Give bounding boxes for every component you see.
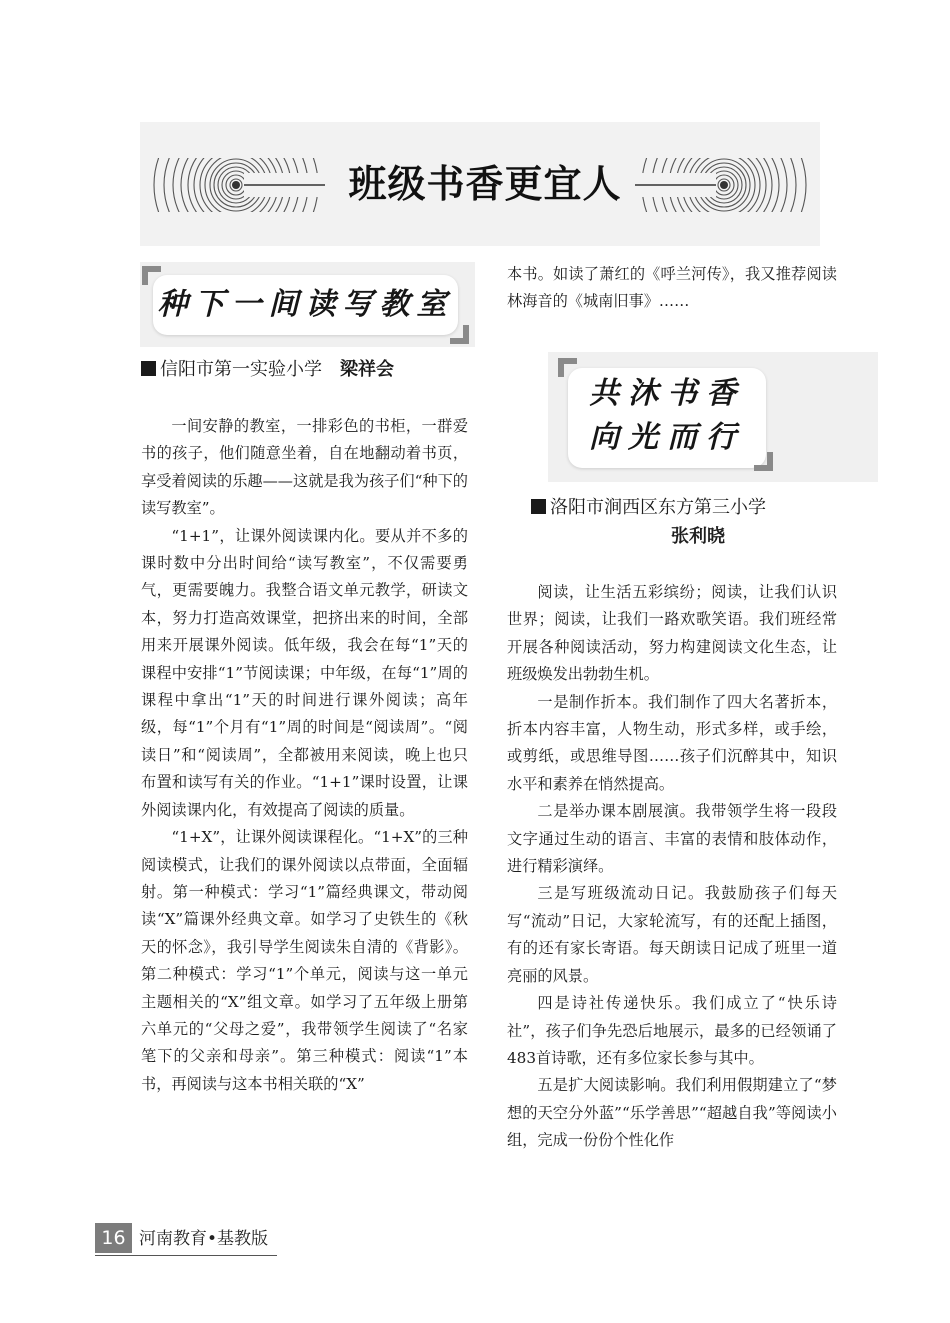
section1-school: 信阳市第一实验小学 <box>160 359 322 380</box>
page-banner <box>140 122 820 246</box>
paragraph: “1+X”，让课外阅读课程化。“1+X”的三种阅读模式，让我们的课外阅读以点带面，全面辐射。第一种模式：学习“1”篇经典课文，带动阅读“X”篇课外经典文章。如学习了史铁生的《秋天的怀念》，我引导学生阅读朱自清的《背影》。第二种模式：学习“1”个单元，阅读与这一单元主题相关的“X”组文章。如学习了五年级上册第六单元的“父母之爱”，我带领学生阅读了“名家笔下的父亲和母亲”。第三种模式：阅读“1”本书，再阅读与这本书相关联的“X” <box>141 828 468 1093</box>
section1-body <box>141 413 468 1098</box>
section2-author: 张利晓 <box>671 526 725 547</box>
paragraph: “1+1”，让课外阅读课内化。要从并不多的课时数中分出时间给“读写教室”，不仅需要勇气，更需要魄力。我整合语文单元教学，研读文本，努力打造高效课堂，把挤出来的时间，全部用来开展课外阅读。低年级，我会在每“1”天的课程中安排“1”节阅读课；中年级，在每“1”周的课程中拿出“1”天的时间进行课外阅读；高年级，每“1”个月有“1”周的时间是“阅读周”。“阅读日”和“阅读周”，全都被用来阅读，晚上也只布置和读写有关的作业。“1+1”课时设置，让课外阅读课内化，有效提高了阅读的质量。 <box>141 526 468 819</box>
page-footer <box>95 1223 277 1256</box>
paragraph: 阅读，让生活五彩缤纷；阅读，让我们认识世界；阅读，让我们一路欢歌笑语。我们班经常开展各种阅读活动，努力构建阅读文化生态，让班级焕发出勃勃生机。 <box>507 583 837 684</box>
paragraph: 二是举办课本剧展演。我带领学生将一段段文字通过生动的语言、丰富的表情和肢体动作，进行精彩演绎。 <box>507 802 837 876</box>
paragraph: 一间安静的教室，一排彩色的书柜，一群爱书的孩子，他们随意坐着，自在地翻动着书页，享受着阅读的乐趣——这就是我为孩子们“种下的读写教室”。 <box>141 417 468 518</box>
section2-body <box>507 579 837 1155</box>
section2-school: 洛阳市涧西区东方第三小学 <box>550 497 766 518</box>
section2-heading-line1: 共沐书香 <box>589 376 745 411</box>
paragraph: 三是写班级流动日记。我鼓励孩子们每天写“流动”日记，大家轮流写，有的还配上插图，有的还有家长寄语。每天朗读日记成了班里一道亮丽的风景。 <box>507 884 837 985</box>
paragraph: 四是诗社传递快乐。我们成立了“快乐诗社”，孩子们争先恐后地展示，最多的已经领诵了483首诗歌，还有多位家长参与其中。 <box>507 994 837 1067</box>
section2-heading-line2: 向光而行 <box>589 420 745 455</box>
paragraph: 五是扩大阅读影响。我们利用假期建立了“梦想的天空分外蓝”“乐学善思”“超越自我”等阅读小组，完成一份份个性化作 <box>507 1076 837 1150</box>
publication-name: 河南教育•基教版 <box>139 1229 269 1249</box>
section1-author: 梁祥会 <box>340 359 394 380</box>
concentric-rings-left-decoration <box>140 158 330 212</box>
square-bullet-icon <box>531 499 546 514</box>
footer-rule <box>95 1255 277 1256</box>
concentric-rings-right-decoration <box>630 158 820 212</box>
paragraph: 一是制作折本。我们制作了四大名著折本，折本内容丰富，人物生动，形式多样，或手绘，或剪纸，或思维导图……孩子们沉醉其中，知识水平和素养在悄然提高。 <box>507 692 837 793</box>
section1-continuation <box>507 261 837 316</box>
section2-byline <box>531 494 766 522</box>
section2-heading-box <box>548 352 878 482</box>
paragraph: 本书。如读了萧红的《呼兰河传》，我又推荐阅读林海音的《城南旧事》…… <box>507 265 837 311</box>
corner-bracket-decoration <box>450 325 469 344</box>
corner-bracket-decoration <box>754 452 773 471</box>
section1-heading-box <box>140 262 475 347</box>
section1-byline <box>141 356 394 384</box>
section2-heading <box>568 368 766 468</box>
square-bullet-icon <box>141 361 156 376</box>
page-number: 16 <box>95 1223 132 1253</box>
section1-heading: 种下一间读写教室 <box>153 275 458 335</box>
page-title: 班级书香更宜人 <box>348 161 622 206</box>
